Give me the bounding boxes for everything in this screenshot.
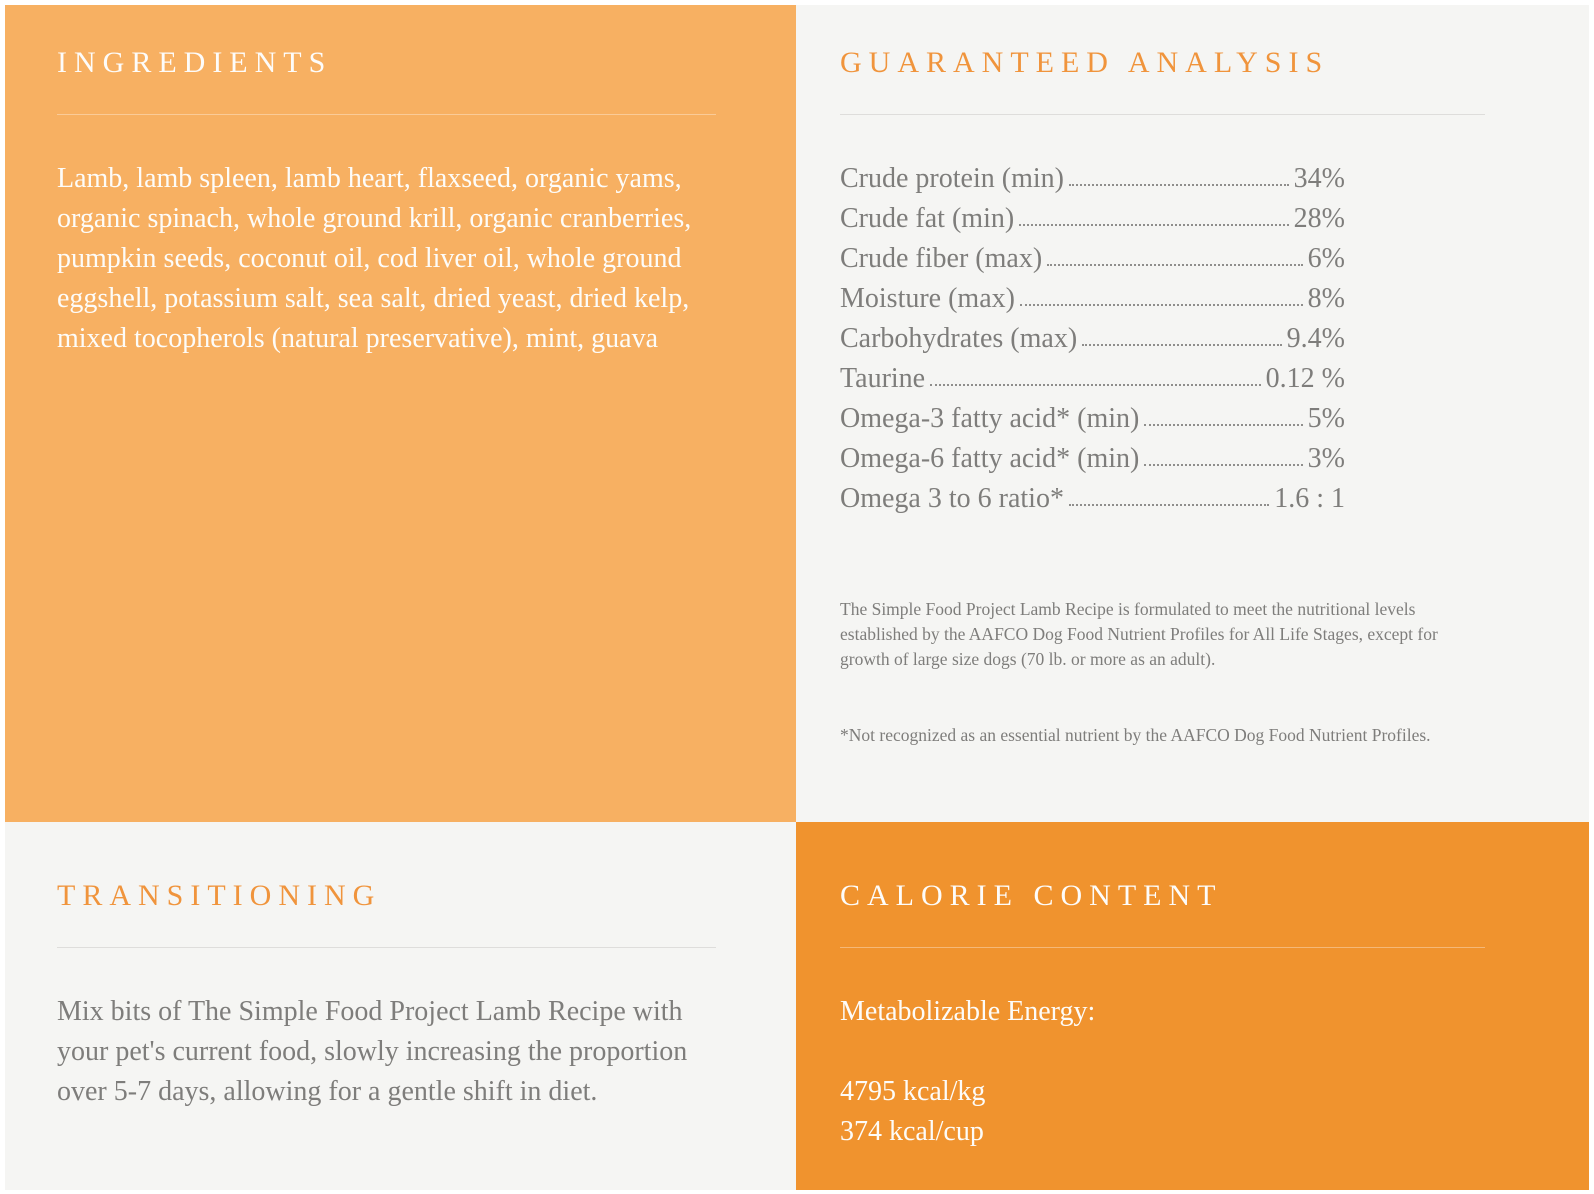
analysis-row-label: Omega 3 to 6 ratio* xyxy=(840,483,1064,514)
analysis-row-value: 1.6 : 1 xyxy=(1274,483,1345,514)
dotted-leader xyxy=(1020,304,1303,306)
analysis-row-moisture xyxy=(840,275,1345,315)
dotted-leader xyxy=(1069,184,1289,186)
quadrant-grid xyxy=(5,5,1589,1190)
analysis-row-value: 28% xyxy=(1293,203,1345,234)
asterisk-footnote: *Not recognized as an essential nutrient by the AAFCO Dog Food Nutrient Profiles. xyxy=(840,725,1431,745)
analysis-row-carbohydrates xyxy=(840,315,1345,355)
analysis-table xyxy=(840,155,1345,515)
ingredients-section xyxy=(5,5,796,822)
ingredients-title: INGREDIENTS xyxy=(57,46,333,79)
analysis-row-crude-fat xyxy=(840,195,1345,235)
kcal-per-cup: 374 kcal/cup xyxy=(840,1116,984,1147)
analysis-row-label: Omega-3 fatty acid* (min) xyxy=(840,403,1140,434)
kcal-per-kg: 4795 kcal/kg xyxy=(840,1076,986,1107)
analysis-row-value: 0.12 % xyxy=(1265,363,1345,394)
transitioning-text: Mix bits of The Simple Food Project Lamb Recipe with your pet's current food, slowly increasing the proportion over 5-7 days, allowing for a gentle shift in diet. xyxy=(57,996,688,1107)
analysis-row-value: 5% xyxy=(1307,403,1345,434)
analysis-row-omega3 xyxy=(840,395,1345,435)
analysis-row-omega-ratio xyxy=(840,475,1345,515)
ingredients-divider xyxy=(57,114,716,115)
analysis-row-label: Omega-6 fatty acid* (min) xyxy=(840,443,1140,474)
guaranteed-analysis-section xyxy=(796,5,1589,822)
dotted-leader xyxy=(1144,424,1302,426)
aafco-statement: The Simple Food Project Lamb Recipe is formulated to meet the nutritional levels established by the AAFCO Dog Food Nutrient Profiles for All Life Stages, except for growth of large size dogs (70 lb. or more as an adult). xyxy=(840,599,1438,669)
dotted-leader xyxy=(930,384,1261,386)
analysis-row-crude-protein xyxy=(840,155,1345,195)
analysis-row-label: Carbohydrates (max) xyxy=(840,323,1078,354)
dotted-leader xyxy=(1047,264,1303,266)
dotted-leader xyxy=(1019,224,1289,226)
transitioning-section xyxy=(5,822,796,1190)
dotted-leader xyxy=(1069,504,1269,506)
ingredients-text: Lamb, lamb spleen, lamb heart, flaxseed, organic yams, organic spinach, whole ground krill, organic cranberries, pumpkin seeds, coconut oil, cod liver oil, whole ground eggshell, potassium salt, sea salt, dried yeast, dried kelp, mixed tocopherols (natural preservative), mint, guava xyxy=(57,163,692,354)
analysis-row-label: Moisture (max) xyxy=(840,283,1015,314)
analysis-row-label: Crude protein (min) xyxy=(840,163,1064,194)
analysis-row-omega6 xyxy=(840,435,1345,475)
analysis-row-taurine xyxy=(840,355,1345,395)
analysis-row-value: 34% xyxy=(1293,163,1345,194)
dotted-leader xyxy=(1082,344,1282,346)
guaranteed-analysis-title: GUARANTEED ANALYSIS xyxy=(840,46,1330,79)
calorie-content-title: CALORIE CONTENT xyxy=(840,879,1223,912)
transitioning-divider xyxy=(57,947,716,948)
analysis-row-label: Crude fiber (max) xyxy=(840,243,1043,274)
analysis-row-value: 8% xyxy=(1307,283,1345,314)
calorie-content-section xyxy=(796,822,1589,1190)
calorie-content-divider xyxy=(840,947,1485,948)
analysis-row-label: Taurine xyxy=(840,363,926,394)
analysis-row-label: Crude fat (min) xyxy=(840,203,1015,234)
analysis-row-value: 6% xyxy=(1307,243,1345,274)
transitioning-title: TRANSITIONING xyxy=(57,879,382,912)
analysis-row-crude-fiber xyxy=(840,235,1345,275)
analysis-row-value: 9.4% xyxy=(1286,323,1345,354)
metabolizable-energy-label: Metabolizable Energy: xyxy=(840,996,1096,1027)
guaranteed-analysis-divider xyxy=(840,114,1485,115)
analysis-row-value: 3% xyxy=(1307,443,1345,474)
dotted-leader xyxy=(1144,464,1302,466)
kcal-values xyxy=(840,1072,1485,1152)
